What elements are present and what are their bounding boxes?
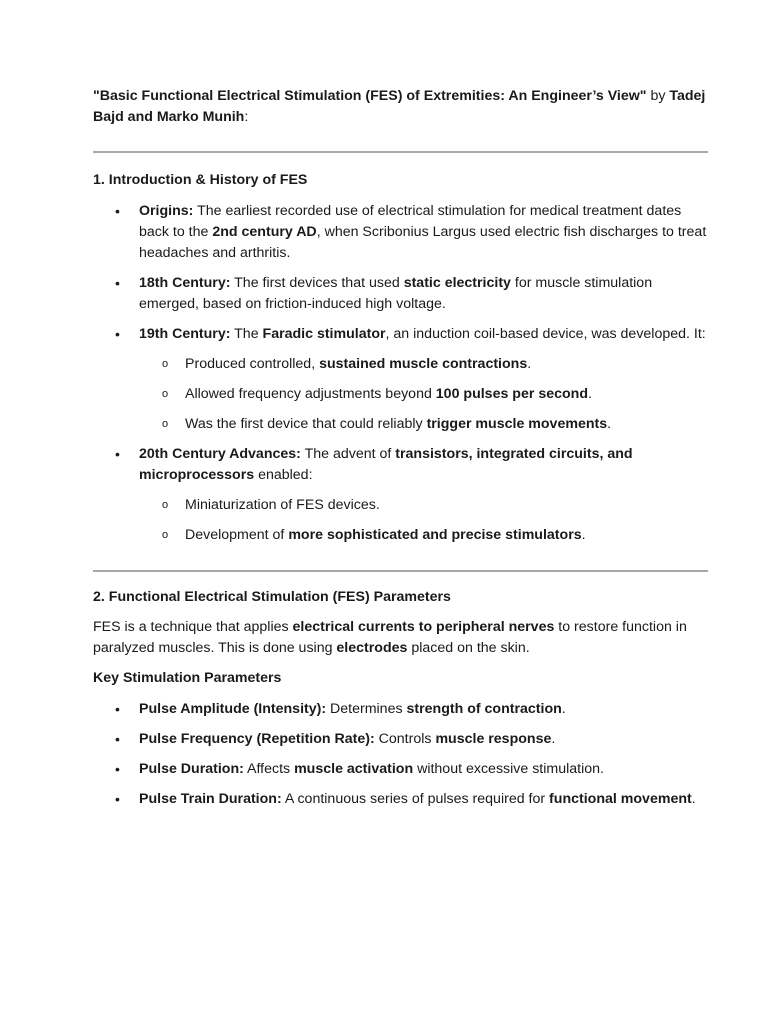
item-bold: strength of contraction bbox=[406, 701, 562, 717]
item-text: The earliest recorded use of electrical stimulation for medical treatment dates back to the bbox=[139, 203, 682, 240]
item-text: . bbox=[691, 791, 696, 807]
item-text: . bbox=[588, 386, 592, 402]
item-text: The bbox=[230, 326, 263, 342]
item-text: . bbox=[581, 527, 586, 543]
sublist-item bbox=[139, 414, 708, 435]
item-bold: transistors, integrated circuits, and microprocessors bbox=[139, 446, 633, 483]
item-text: . bbox=[551, 731, 556, 747]
bullet-disc: • bbox=[115, 731, 120, 747]
item-text: Development of bbox=[185, 527, 289, 543]
bullet-circle: o bbox=[162, 529, 169, 541]
item-bold: muscle response bbox=[435, 731, 552, 747]
history-item-origins bbox=[93, 201, 708, 264]
para-bold: electrical currents to peripheral nerves bbox=[292, 619, 555, 635]
item-text: The first devices that used bbox=[230, 275, 404, 291]
intro-colon: : bbox=[244, 109, 249, 125]
item-bold: trigger muscle movements bbox=[426, 416, 608, 432]
bullet-circle: o bbox=[162, 388, 169, 400]
bullet-disc: • bbox=[115, 446, 120, 462]
item-text: Allowed frequency adjustments beyond bbox=[185, 386, 436, 402]
document-intro bbox=[93, 86, 708, 128]
para-text: FES is a technique that applies bbox=[93, 619, 293, 635]
parameter-item bbox=[93, 699, 708, 720]
item-label: Pulse Train Duration: bbox=[139, 791, 282, 807]
item-bold: static electricity bbox=[403, 275, 511, 291]
key-parameters-heading: Key Stimulation Parameters bbox=[93, 670, 282, 686]
sublist-20th bbox=[139, 495, 708, 546]
item-bold: more sophisticated and precise stimulators bbox=[288, 527, 582, 543]
sublist-item bbox=[139, 354, 708, 375]
item-bold: 2nd century AD bbox=[212, 224, 317, 240]
item-text: The advent of bbox=[300, 446, 396, 462]
sublist-item bbox=[139, 384, 708, 405]
bullet-circle: o bbox=[162, 358, 169, 370]
para-bold: electrodes bbox=[336, 640, 408, 656]
section-divider bbox=[93, 570, 708, 572]
section2-heading: 2. Functional Electrical Stimulation (FES) Parameters bbox=[93, 589, 451, 605]
para-text: placed on the skin. bbox=[407, 640, 530, 656]
item-bold: Faradic stimulator bbox=[262, 326, 386, 342]
history-item-19th bbox=[93, 324, 708, 435]
item-label: Pulse Frequency (Repetition Rate): bbox=[139, 731, 375, 747]
item-label: 20th Century Advances: bbox=[139, 446, 301, 462]
bullet-disc: • bbox=[115, 761, 120, 777]
bullet-disc: • bbox=[115, 791, 120, 807]
parameter-item bbox=[93, 759, 708, 780]
document-page bbox=[93, 86, 708, 810]
item-bold: 100 pulses per second bbox=[435, 386, 588, 402]
history-item-20th bbox=[93, 444, 708, 546]
item-text: Affects bbox=[243, 761, 295, 777]
by-text: by bbox=[646, 88, 670, 104]
item-bold: sustained muscle contractions bbox=[319, 356, 528, 372]
item-text: Determines bbox=[326, 701, 407, 717]
item-label: Pulse Amplitude (Intensity): bbox=[139, 701, 327, 717]
parameter-item bbox=[93, 729, 708, 750]
item-bold: muscle activation bbox=[294, 761, 414, 777]
para-text: to restore function in paralyzed muscles. This is done using bbox=[93, 619, 687, 656]
section1-heading: 1. Introduction & History of FES bbox=[93, 172, 308, 188]
item-text: Was the first device that could reliably bbox=[185, 416, 427, 432]
sublist-19th bbox=[139, 354, 708, 435]
item-label: 19th Century: bbox=[139, 326, 231, 342]
bullet-disc: • bbox=[115, 326, 120, 342]
history-item-18th bbox=[93, 273, 708, 315]
bullet-disc: • bbox=[115, 203, 120, 219]
item-text: . bbox=[527, 356, 532, 372]
item-text: Produced controlled, bbox=[185, 356, 320, 372]
parameters-list bbox=[93, 699, 708, 810]
item-text: . bbox=[561, 701, 566, 717]
item-text: A continuous series of pulses required for bbox=[281, 791, 550, 807]
document-authors: Tadej Bajd and Marko Munih bbox=[93, 88, 706, 125]
document-title: "Basic Functional Electrical Stimulation (FES) of Extremities: An Engineer’s View" bbox=[93, 88, 647, 104]
sublist-item bbox=[139, 525, 708, 546]
item-text: . bbox=[607, 416, 612, 432]
item-bold: functional movement bbox=[549, 791, 692, 807]
item-label: Origins: bbox=[139, 203, 194, 219]
section-divider bbox=[93, 151, 708, 153]
item-text: , when Scribonius Largus used electric fish discharges to treat headaches and arthritis. bbox=[139, 224, 707, 261]
item-label: Pulse Duration: bbox=[139, 761, 244, 777]
history-list bbox=[93, 201, 708, 546]
item-text: enabled: bbox=[254, 467, 313, 483]
item-text: , an induction coil-based device, was developed. It: bbox=[385, 326, 706, 342]
bullet-disc: • bbox=[115, 701, 120, 717]
bullet-disc: • bbox=[115, 275, 120, 291]
item-label: 18th Century: bbox=[139, 275, 231, 291]
bullet-circle: o bbox=[162, 499, 169, 511]
parameter-item bbox=[93, 789, 708, 810]
item-text: Miniaturization of FES devices. bbox=[185, 497, 380, 513]
bullet-circle: o bbox=[162, 418, 169, 430]
sublist-item bbox=[139, 495, 708, 516]
item-text: for muscle stimulation emerged, based on friction-induced high voltage. bbox=[139, 275, 653, 312]
section2-paragraph bbox=[93, 617, 708, 659]
item-text: Controls bbox=[374, 731, 436, 747]
item-text: without excessive stimulation. bbox=[413, 761, 604, 777]
